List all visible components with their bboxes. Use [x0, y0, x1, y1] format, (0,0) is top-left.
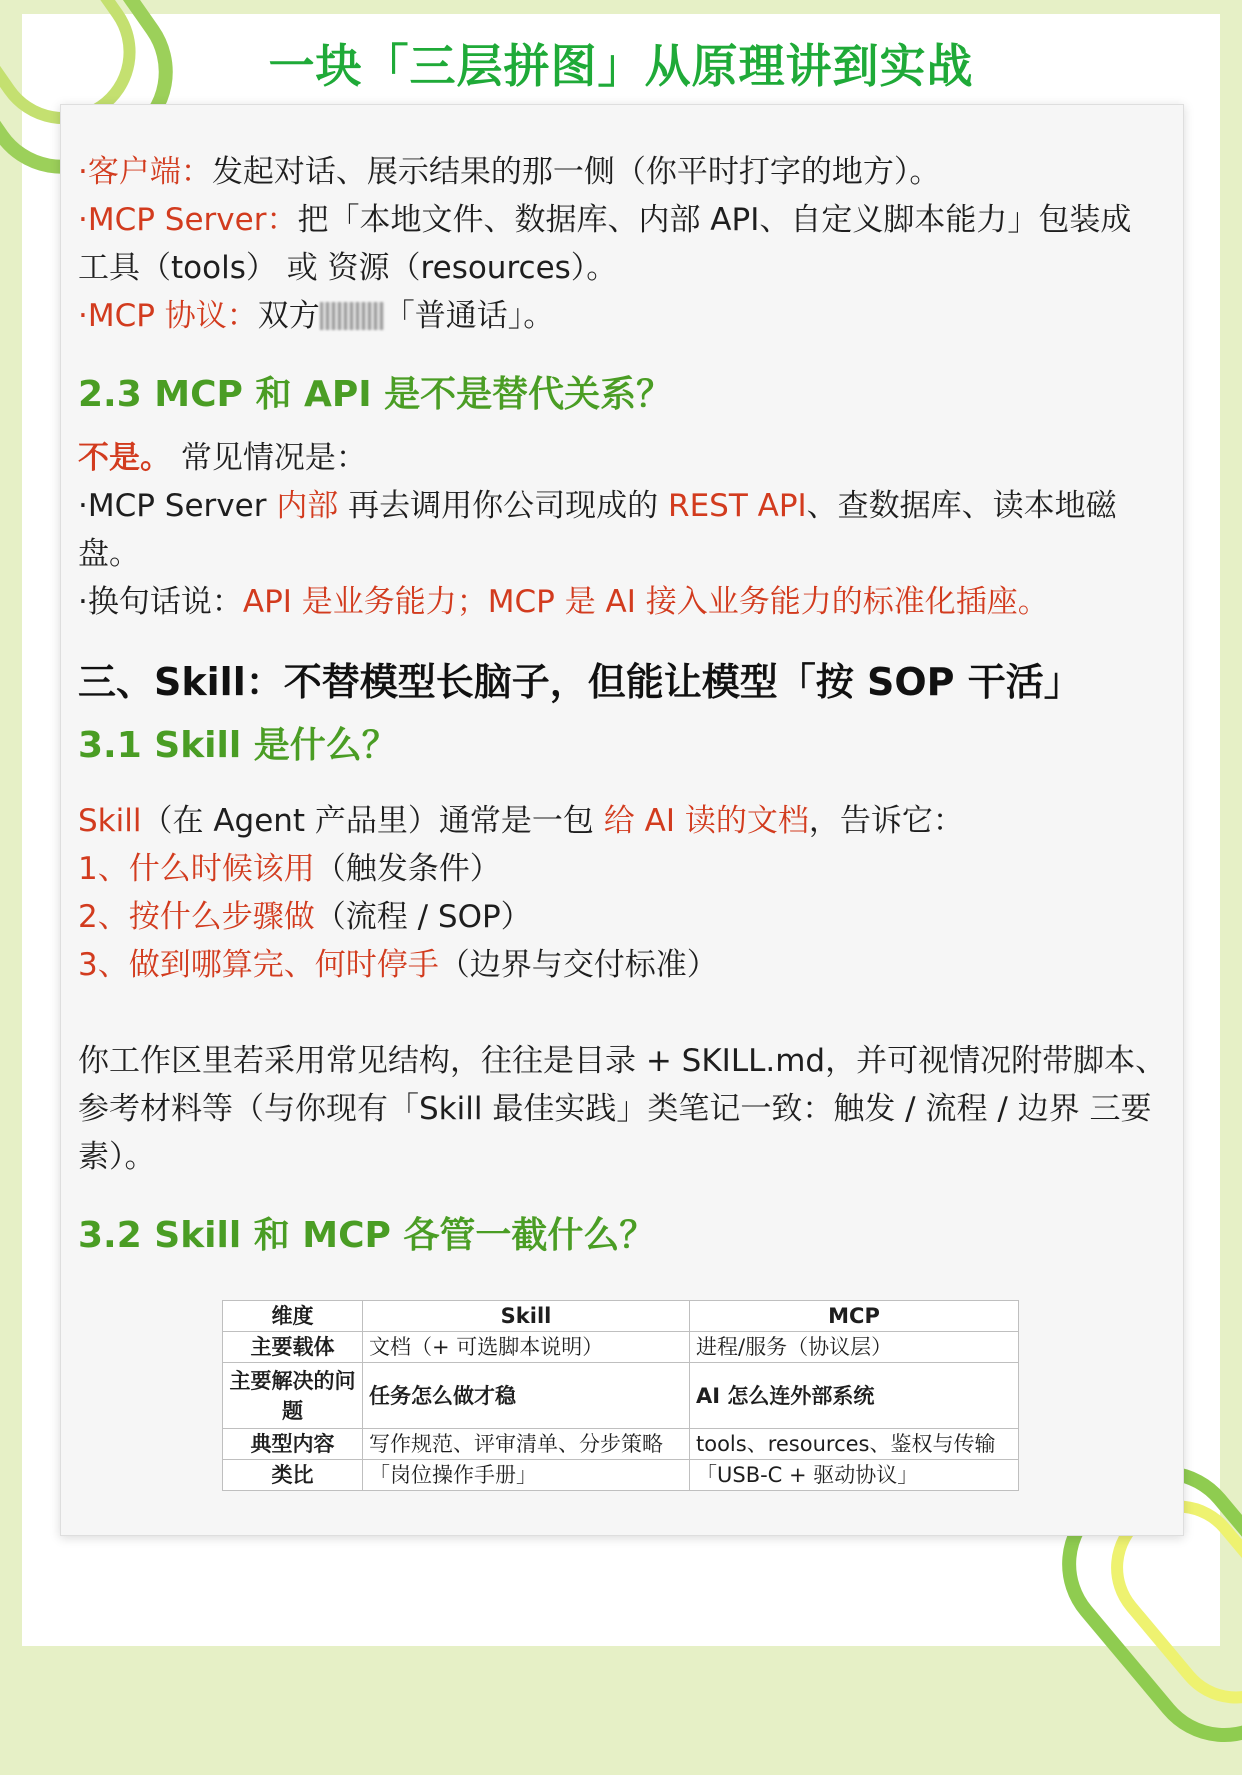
bullet-highlight: 内部	[276, 488, 339, 524]
bullet-text: 再去调用你公司现成的	[338, 488, 669, 524]
bullet-summary	[78, 578, 1168, 626]
section-3-1-heading: 3.1 Skill 是什么？	[78, 725, 398, 766]
section-3-heading-text: 三、Skill：不替模型长脑子，但能让模型「按 SOP 干活」	[78, 660, 1082, 704]
item-highlight: 2、按什么步骤做	[78, 899, 315, 935]
table-row	[223, 1363, 1019, 1429]
page-title: 一块「三层拼图」从原理讲到实战	[268, 39, 974, 93]
role-text: 双方	[257, 298, 320, 334]
bullet-highlight: REST API	[668, 488, 807, 524]
comparison-table	[222, 1300, 1019, 1491]
bullet-internal	[78, 482, 1168, 578]
bullet-highlight: API 是业务能力；MCP 是 AI 接入业务能力的标准化插座。	[242, 584, 1049, 620]
item-text: （边界与交付标准）	[438, 947, 718, 983]
table-header: MCP	[690, 1301, 1019, 1332]
list-item	[78, 845, 1168, 893]
item-text: （流程 / SOP）	[314, 899, 532, 935]
role-text: 把「本地文件、数据库、内部 API、自定义脚本能力」包装成 工具（tools） 或 资源（resources）。	[78, 202, 1132, 286]
table-row	[223, 1460, 1019, 1491]
table-cell: 写作规范、评审清单、分步策略	[363, 1429, 690, 1460]
redacted-mark	[320, 302, 384, 330]
answer-word: 不是。	[78, 440, 171, 476]
intro-text: （在 Agent 产品里）通常是一包	[141, 803, 604, 839]
table-cell: 典型内容	[223, 1429, 363, 1460]
table-cell: 主要载体	[223, 1332, 363, 1363]
section-3-2-heading: 3.2 Skill 和 MCP 各管一截什么？	[78, 1215, 656, 1256]
table-cell: 类比	[223, 1460, 363, 1491]
bullet-text: 、查数据库、读本地磁盘。	[78, 488, 1117, 572]
intro-highlight: 给 AI 读的文档	[603, 803, 809, 839]
table-cell: 「USB-C + 驱动协议」	[690, 1460, 1019, 1491]
table-row	[223, 1332, 1019, 1363]
role-client	[78, 148, 1168, 196]
table-header-row	[223, 1301, 1019, 1332]
item-text: （触发条件）	[314, 851, 501, 887]
bullet-text: ·换句话说：	[78, 584, 243, 620]
bullet-text: ·MCP Server	[78, 488, 277, 524]
answer-tail: 常见情况是：	[171, 440, 367, 476]
table-cell: 文档（+ 可选脚本说明）	[363, 1332, 690, 1363]
role-protocol	[78, 292, 1168, 340]
section-2-3-heading: 2.3 MCP 和 API 是不是替代关系？	[78, 374, 673, 415]
section-3-heading	[78, 656, 1082, 708]
skill-intro	[78, 797, 1168, 845]
list-item	[78, 941, 1168, 989]
role-text: 发起对话、展示结果的那一侧（你平时打字的地方）。	[211, 154, 941, 190]
answer-line	[78, 434, 1168, 482]
role-label: ·MCP 协议：	[78, 298, 258, 334]
table-header: Skill	[363, 1301, 690, 1332]
table-header: 维度	[223, 1301, 363, 1332]
table-cell: 主要解决的问题	[223, 1363, 363, 1429]
item-highlight: 3、做到哪算完、何时停手	[78, 947, 439, 983]
role-text: 「普通话」。	[383, 298, 555, 334]
table-cell: AI 怎么连外部系统	[690, 1363, 1019, 1429]
list-item	[78, 893, 1168, 941]
content-body	[78, 148, 1168, 1261]
intro-highlight: Skill	[78, 803, 142, 839]
role-label: ·MCP Server：	[78, 202, 298, 238]
item-highlight: 1、什么时候该用	[78, 851, 315, 887]
table-cell: 「岗位操作手册」	[363, 1460, 690, 1491]
comparison-table-wrap	[222, 1300, 1018, 1491]
structure-paragraph: 你工作区里若采用常见结构，往往是目录 + SKILL.md，并可视情况附带脚本、参考材料等（与你现有「Skill 最佳实践」类笔记一致：触发 / 流程 / 边界 三要素）。	[78, 1043, 1167, 1175]
table-row	[223, 1429, 1019, 1460]
table-cell: tools、resources、鉴权与传输	[690, 1429, 1019, 1460]
intro-text: ，告诉它：	[808, 803, 964, 839]
role-label: ·客户端：	[78, 154, 212, 190]
table-cell: 任务怎么做才稳	[363, 1363, 690, 1429]
table-cell: 进程/服务（协议层）	[690, 1332, 1019, 1363]
role-server	[78, 196, 1168, 292]
